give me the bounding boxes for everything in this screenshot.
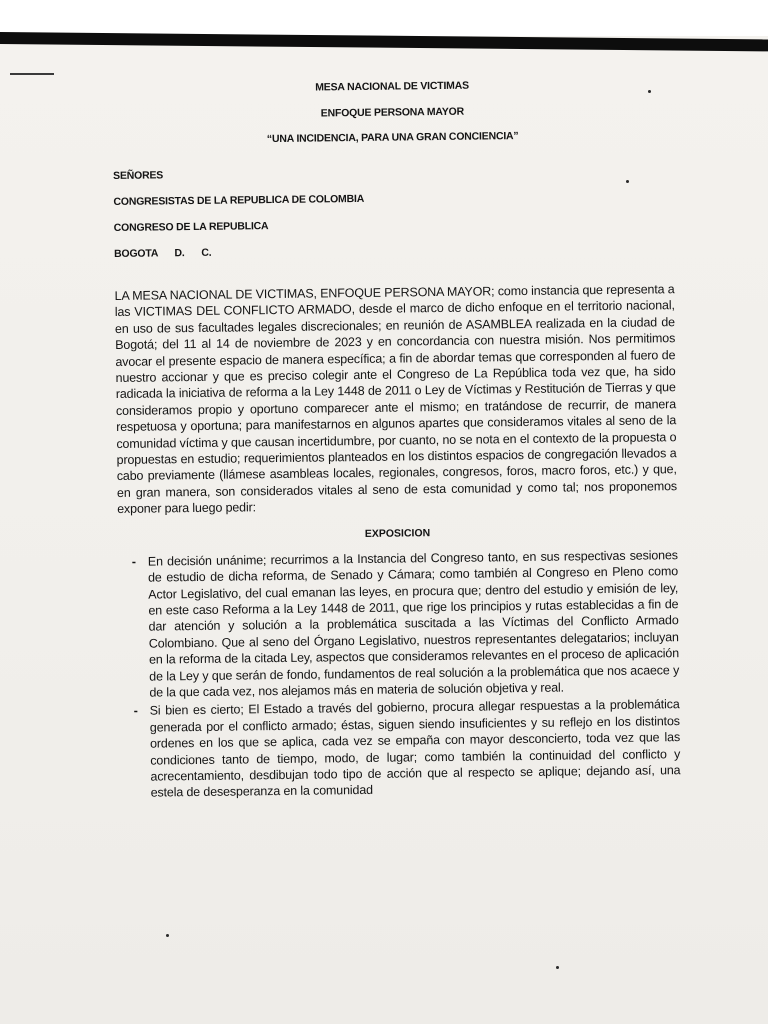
document-title: MESA NACIONAL DE VICTIMAS	[315, 79, 469, 94]
document-subtitle: ENFOQUE PERSONA MAYOR	[320, 105, 465, 120]
addressee-line: CONGRESISTAS DE LA REPUBLICA DE COLOMBIA	[113, 192, 365, 208]
page-top-margin	[0, 0, 768, 36]
addressee-line: SEÑORES	[113, 169, 164, 182]
scan-speck	[556, 966, 559, 969]
addressee-block	[113, 163, 674, 261]
intro-paragraph: LA MESA NACIONAL DE VICTIMAS, ENFOQUE PERSONA MAYOR; como instancia que representa a las VICTIMAS DEL CONFLICTO ARMADO, desde el marco de dicho enfoque en el territorio nacional, en uso de sus facultades legales discrecionales; en reunión de ASAMBLEA realizada en la ciudad de Bogotá; del 11 al 14 de noviembre de 2023 y en concordancia con nuestra misión. Nos permitimos avocar el presente espacio de manera específica; a fin de abordar temas que corresponden al fuero de nuestro accionar y que es preciso colegir ante el Congreso de La República toda vez que, ha sido radicada la iniciativa de reforma a la Ley 1448 de 2011 o Ley de Víctimas y Restitución de Tierras y que consideramos propio y oportuno comparecer ante el mismo; en tratándose de recurrir, de manera respetuosa y oportuna; para manifestarnos en algunos apartes que consideramos vitales al seno de la comunidad víctima y que causan incertidumbre, por cuanto, no se nota en el contexto de la propuesta o propuestas en estudio; requerimientos planteados en los distintos espacios de congregación llevados a cabo previamente (llámese asambleas locales, regionales, congresos, foros, macro foros, etc.) y que, en gran manera, son considerados vitales al seno de esta comunidad y como tal; nos proponemos exponer para luego pedir:	[114, 282, 678, 517]
document-body	[112, 77, 681, 804]
exposition-list	[118, 547, 681, 802]
addressee-line: CONGRESO DE LA REPUBLICA	[113, 220, 269, 234]
margin-mark	[10, 73, 54, 75]
list-item-text: En decisión unánime; recurrimos a la Instancia del Congreso tanto, en sus respectivas sesiones de estudio de dicha reforma, de Senado y Cámara; como también al Congreso en Pleno como Actor Legislativo, del cual emanan las leyes, en procura que; dentro del estudio y emisión de ley, en este caso Reforma a la Ley 1448 de 2011, que rige los principios y rutas establecidas a fin de dar atención y solución a la problemática suscitada a las Víctimas del Conflicto Armado Colombiano. Que al seno del Órgano Legislativo, nuestros representantes delegatarios; incluyan en la reforma de la citada Ley, aspectos que consideramos relevantes en el proceso de aplicación de la Ley y que serán de fondo, fundamentos de real solución a la problemática que nos acaece y de la que cada vez, nos alejamos más en materia de solución objetiva y real.	[147, 547, 680, 700]
list-item	[120, 696, 681, 801]
scan-speck	[166, 934, 169, 937]
document-slogan: “UNA INCIDENCIA, PARA UNA GRAN CONCIENCIA”	[266, 130, 519, 146]
list-item	[118, 547, 680, 701]
bullet-marker: -	[133, 704, 138, 719]
bullet-marker: -	[131, 554, 136, 569]
addressee-city: BOGOTA D. C.	[114, 246, 212, 260]
list-item-text: Si bien es cierto; El Estado a través del gobierno, procura allegar respuestas a la problemática generada por el conflicto armado; éstas, siguen siendo insuficientes y su reflejo en los distintos ordenes en los que se aplica, cada vez se empaña con mayor desconcierto, toda vez que las condiciones tanto de tiempo, modo, de lugar; como también la continuidad del conflicto y acrecentamiento, desdibujan todo tipo de acción que al respecto se aplique; dejando así, una estela de desesperanza en la comunidad	[149, 697, 681, 800]
section-heading: EXPOSICION	[364, 526, 431, 540]
